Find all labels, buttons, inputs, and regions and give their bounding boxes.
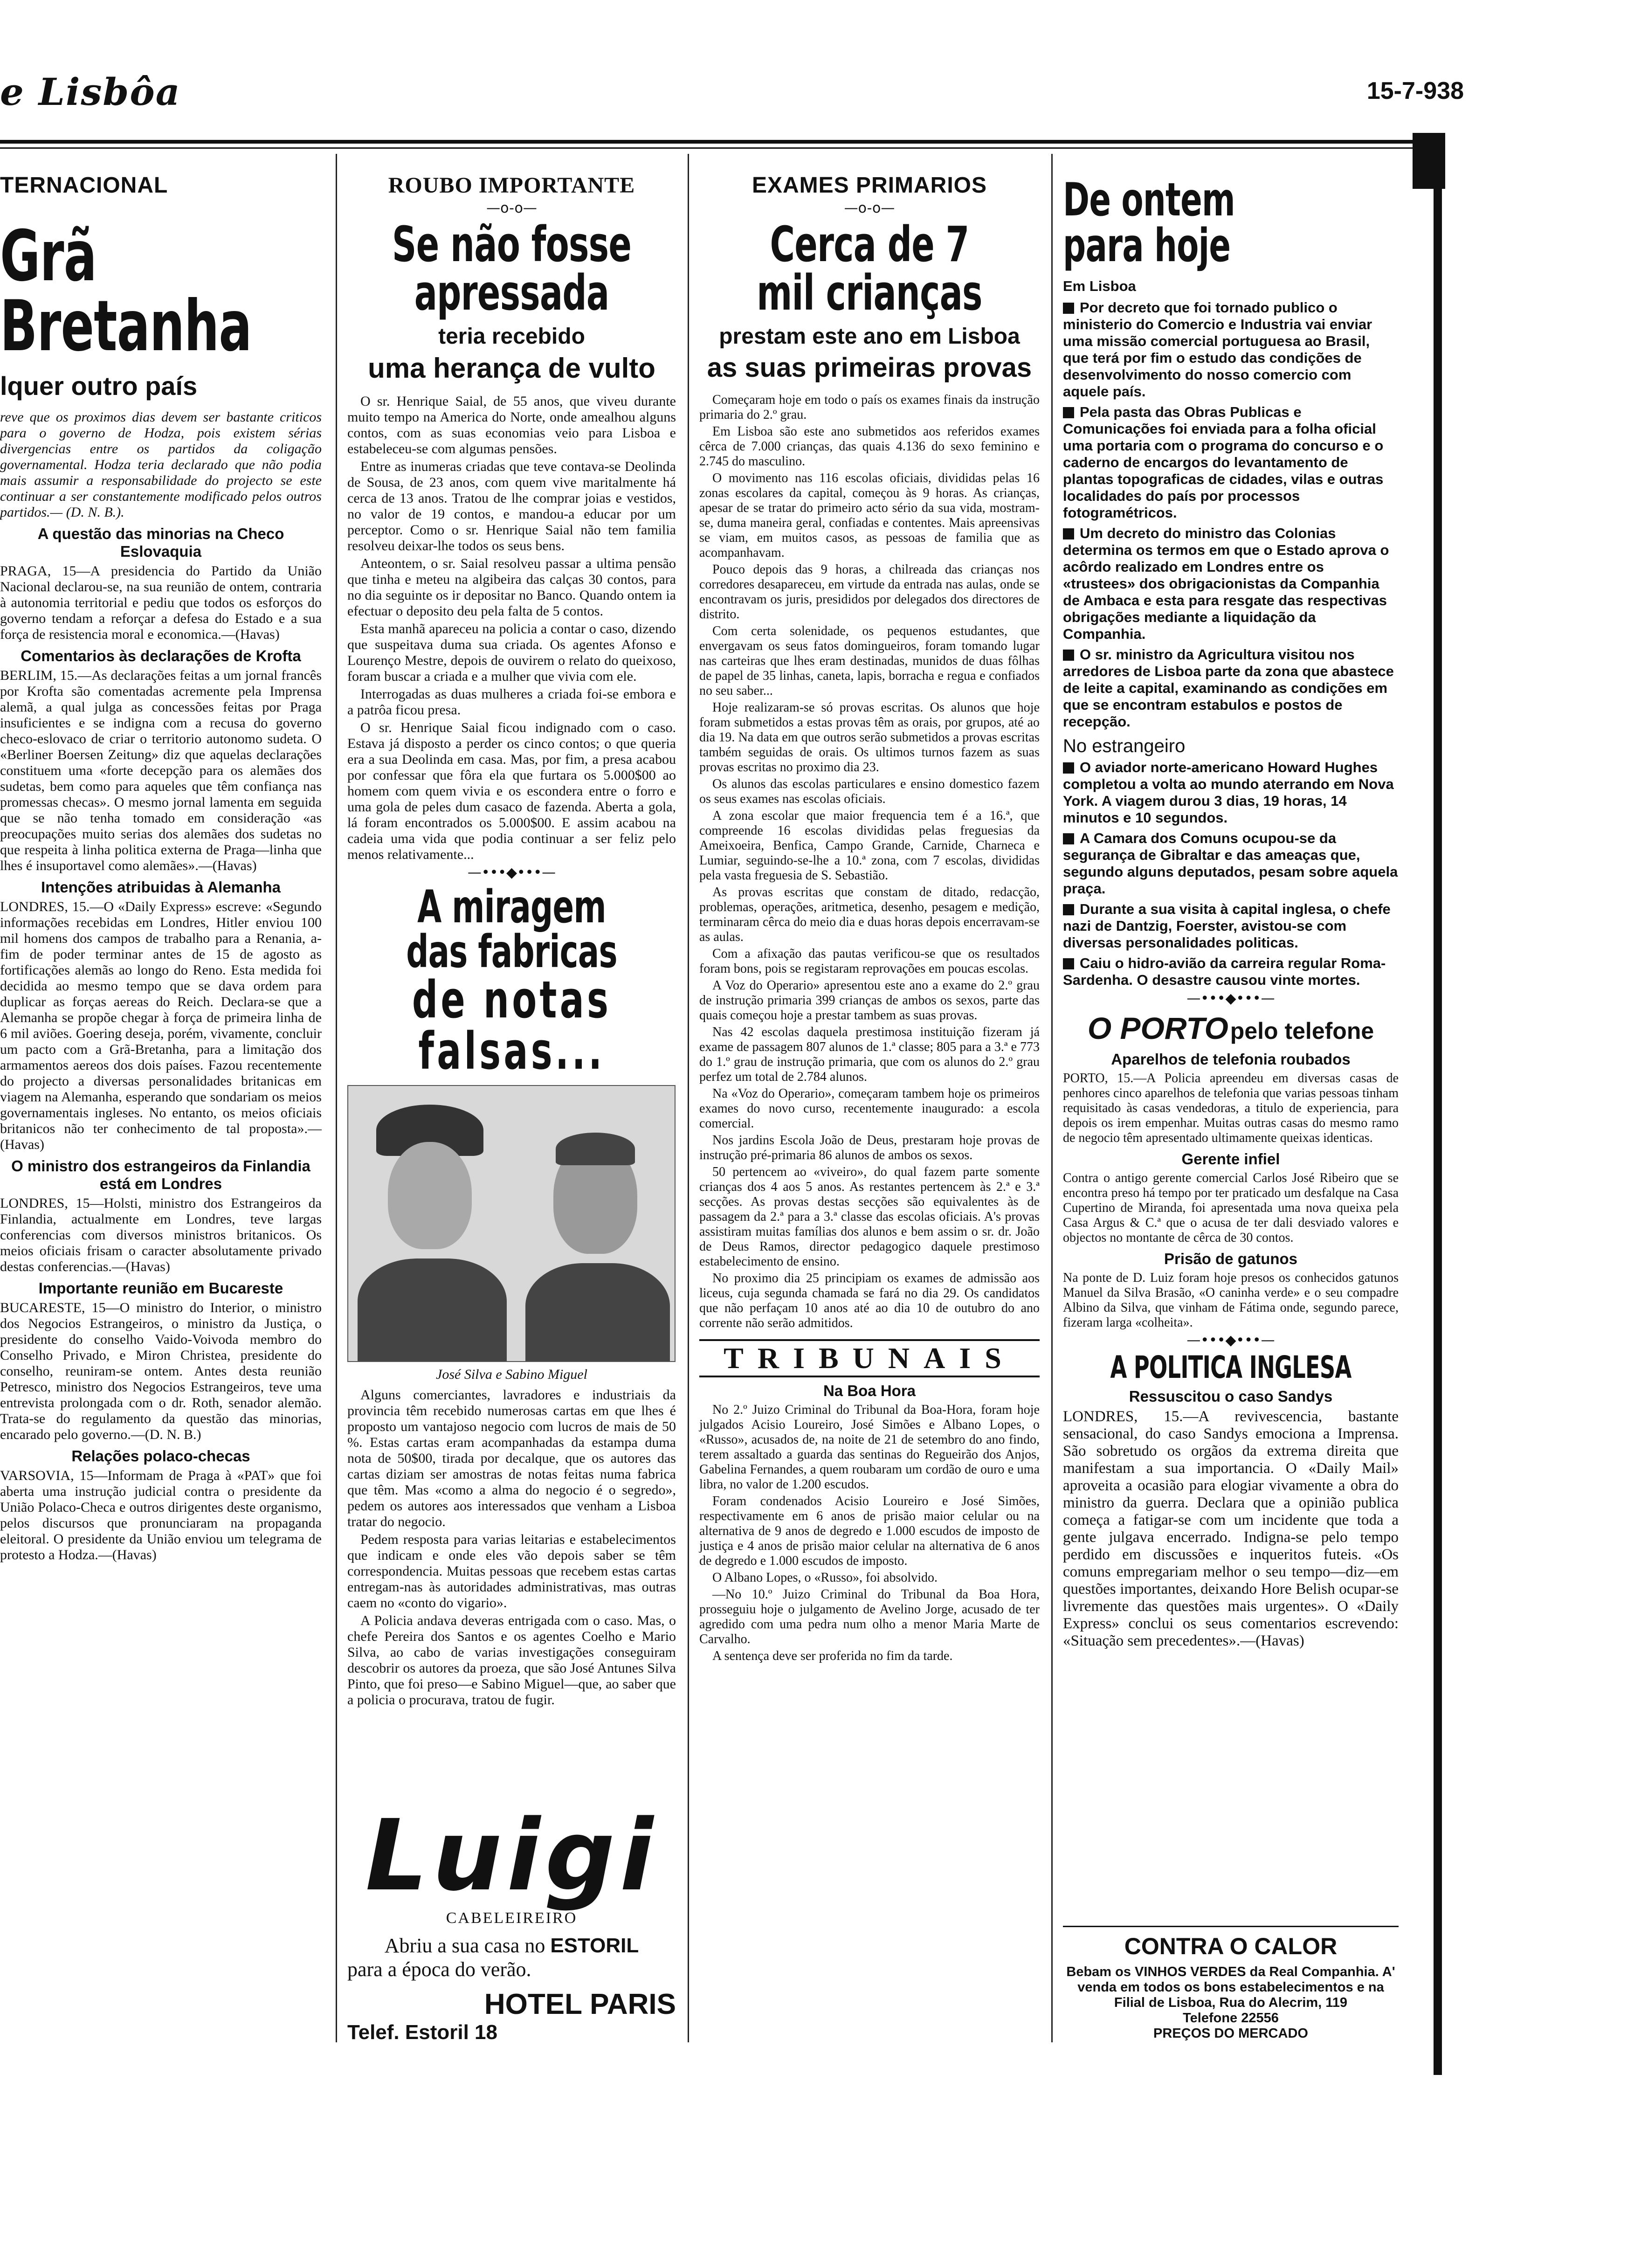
article-paragraph: Nos jardins Escola João de Deus, prestaram hoje provas de instrução pré-primaria 86 alunos de ambos os sexos. [699, 1133, 1040, 1162]
news-text: Por decreto que foi tornado publico o ministerio do Comercio e Industria vai enviar uma missão comercial portuguesa ao Brasil, que terá por fim o estudo das condições de desenvolvimento do nosso comercio com aquele país. [1063, 299, 1372, 400]
article-paragraph: Em Lisboa são este ano submetidos aos referidos exames cêrca de 7.000 crianças, das quais 4.136 do sexo feminino e 2.745 do masculino. [699, 424, 1040, 469]
ad-luigi [347, 1798, 676, 2044]
subheading: Gerente infiel [1181, 1150, 1280, 1168]
ad-phone: Telef. Estoril 18 [347, 2021, 497, 2044]
subheading: Relações polaco-checas [71, 1447, 250, 1465]
subheading: Na Boa Hora [823, 1382, 916, 1399]
article-paragraph: Interrogadas as duas mulheres a criada foi-se embora e a patrôa ficou presa. [347, 686, 676, 718]
news-item [1063, 955, 1399, 989]
ad-vinhos [1063, 1926, 1399, 2041]
article-paragraph: VARSOVIA, 15—Informam de Praga à «PAT» que foi aberta uma instrução judicial contra o presidente da União Polaco-Checa e outros dirigentes deste organismo, pelos discursos que pronunciaram na propaganda eleitoral. O presidente da União enviou um telegrama de protesto a Hodza.—(Havas) [0, 1468, 322, 1563]
subheadline: teria recebido [438, 324, 585, 349]
article-paragraph: 50 pertencem ao «viveiro», do qual fazem parte somente crianças dos 4 aos 5 anos. As restantes pertencem às 2.ª e 3.ª secções. As provas destas secções são equivalentes às de passagem da 2.ª para a 3.ª classe das escolas oficiais. A's provas assistiram muitas famílias dos alunos e bem assim o sr. dr. João de Deus Ramos, director pedagogico daquele prestimoso estabelecimento de ensino. [699, 1165, 1040, 1269]
ad-brand: Luigi [365, 1798, 658, 1913]
section-label: No estrangeiro [1063, 736, 1186, 756]
article-body [347, 1387, 676, 1708]
subheadline: uma herança de vulto [368, 353, 655, 384]
subheadline: Ressuscitou o caso Sandys [1129, 1388, 1333, 1405]
ad-phone: Telefone 22556 [1183, 2011, 1279, 2026]
news-item [1063, 299, 1399, 400]
porto-title: O PORTO [1087, 1011, 1228, 1045]
news-text: Durante a sua visita à capital inglesa, o chefe nazi de Dantzig, Foerster, avistou-se com diversas personalidades politicas. [1063, 901, 1391, 951]
section-title: EXAMES PRIMARIOS [752, 173, 987, 198]
news-item [1063, 525, 1399, 643]
article-paragraph: Na ponte de D. Luiz foram hoje presos os conhecidos gatunos Manuel da Silva Brasão, «O caninha verde» e o seu compadre Albino da Silva, que vinham de Fátima onde, segundo parece, fizeram larga «colheita». [1063, 1271, 1399, 1330]
article-paragraph: Alguns comerciantes, lavradores e industriais da provincia têm recebido numerosas cartas em que lhes é proposto um vantajoso negocio com lucros de mais de 50 %. Estas cartas eram acompanhadas da estampa duma nota de 50$00, tirada por decalque, que os autores das cartas diziam ser amostras de notas feitas numa fabrica que têm. Mas «como a alma do negocio é o segredo», pedem os autores aos interessados que venham a Lisboa tratar do negocio. [347, 1387, 676, 1529]
coat-shape [358, 1258, 507, 1362]
ad-line: para a época do verão. [347, 1958, 531, 1981]
article-paragraph: O movimento nas 116 escolas oficiais, divididas pelas 16 zonas escolares da capital, começou às 9 horas. As crianças, apesar de se tratar do primeiro acto sério da sua vida, mostram-se, duma maneira geral, confiadas e contentes. Mais apreensivas se viam, em muitos casos, as pessoas de familia que as acompanhavam. [699, 471, 1040, 560]
ad-body: Bebam os VINHOS VERDES da Real Companhia. A' venda em todos os bons estabelecimentos e na Filial de Lisboa, Rua do Alecrim, 119 [1066, 1964, 1395, 2010]
ad-place: ESTORIL [550, 1934, 639, 1957]
article-paragraph: Com certa solenidade, os pequenos estudantes, que envergavam os seus fatos domingueiros, foram tomando lugar nas carteiras que lhes eram destinadas, munidos de duas fôlhas de papel de 35 linhas, caneta, lapis, borracha e regua e confiados no seu saber... [699, 624, 1040, 698]
column-divider-3 [1051, 154, 1053, 2042]
article-paragraph: Começaram hoje em todo o país os exames finais da instrução primaria do 2.º grau. [699, 393, 1040, 422]
bullet-icon [1063, 958, 1074, 969]
news-text: Pela pasta das Obras Publicas e Comunicações foi enviada para a folha oficial uma portaria com o programa do concurso e o caderno de encargos do levantamento de plantas topograficas de cidades, vilas e outras localidades do país por processos fotogramétricos. [1063, 404, 1384, 521]
bullet-icon [1063, 833, 1074, 844]
column-international [0, 168, 322, 1563]
article-body [347, 394, 676, 863]
section-label: Em Lisboa [1063, 278, 1136, 294]
hair-shape [556, 1133, 635, 1165]
news-text: Um decreto do ministro das Colonias determina os termos em que o Estado aprova o acôrdo realizado em Londres entre os «trustees» dos obrigacionistas da Companhia de Ambaca e esta para resgate das respectivas obrigações mediante a liquidação da Companhia. [1063, 525, 1389, 642]
article-paragraph: No 2.º Juizo Criminal do Tribunal da Boa-Hora, foram hoje julgados Acisio Loureiro, José Simões e Albano Lopes, o «Russo», acusados de, na noite de 21 de setembro do ano findo, terem assaltado a guarda das sentinas do Regueirão dos Anjos, Gabelina Fernandes, a quem roubaram um cordão de ouro e uma libra, no valor de 1.200 escudos. [699, 1403, 1040, 1492]
news-text: O sr. ministro da Agricultura visitou nos arredores de Lisboa parte da zona que abastece de leite a capital, examinando as condições em que se encontram estabulos e postos de recepção. [1063, 646, 1394, 730]
article-paragraph: LONDRES, 15—Holsti, ministro dos Estrangeiros da Finlandia, actualmente em Londres, teve largas conferencias com diversos ministros britanicos. Os meios oficiais frisam o caracter absolutamente privado destas conferencias.—(Havas) [0, 1196, 322, 1274]
article-paragraph: No proximo dia 25 principiam os exames de admissão aos liceus, cuja segunda chamada se fará no dia 29. Os candidatos que não perfaçam 10 anos até ao dia 10 de outubro do ano corrente não serão admitidos. [699, 1271, 1040, 1330]
article-paragraph: Esta manhã apareceu na policia a contar o caso, dizendo que suspeitava duma sua criada. Os agentes Afonso e Lourenço Mestre, depois de ouvirem o relato do queixoso, foram buscar a criada e a mulher que vivia com ele. [347, 621, 676, 684]
photo-suspects [347, 1085, 676, 1362]
subheading: O ministro dos estrangeiros da Finlandia está em Londres [11, 1157, 310, 1192]
coat-shape [525, 1263, 670, 1362]
ad-line-text: Abriu a sua casa no [384, 1934, 545, 1957]
column-divider-2 [688, 154, 689, 2042]
section-title: TERNACIONAL [0, 173, 168, 198]
side-bar [1434, 187, 1442, 2075]
news-text: A Camara dos Comuns ocupou-se da segurança de Gibraltar e das ameaças que, segundo alguns deputados, pesam sobre aquela praça. [1063, 830, 1398, 897]
article-paragraph: As provas escritas que constam de ditado, redacção, problemas, operações, aritmetica, desenho, pesagem e medição, terminaram cêrca do meio dia e duas horas depois encerravam-se as aulas. [699, 885, 1040, 944]
bullet-icon [1063, 762, 1074, 774]
article-body [699, 1403, 1040, 1664]
article-paragraph: BUCARESTE, 15—O ministro do Interior, o ministro dos Negocios Estrangeiros, o ministro da Justiça, o presidente do conselho Vaido-Voivoda membro do Conselho Privado, e Miron Christea, presidente do conselho, reuniram-se ontem. Antes desta reunião Petresco, ministro dos Negocios Estrangeiros, teve uma entrevista prolongada com o dr. Roth, senador alemão. Trata-se do regulamento da questão das minorias, encarado pelo governo.—(D. N. B.) [0, 1300, 322, 1442]
article-paragraph: A Policia andava deveras entrigada com o caso. Mas, o chefe Pereira dos Santos e os agentes Coelho e Mario Silva, ao cabo de varias investigações conseguiram descobrir os autores da proeza, que são José Antunes Silva Pinto, que foi preso—e Sabino Miguel—que, ao saber que a policia o procurava, tratou de fugir. [347, 1613, 676, 1708]
ad-line [347, 1934, 676, 1957]
article-paragraph: Pouco depois das 9 horas, a chilreada das crianças nos corredores desapareceu, em virtude da entrada nas aulas, onde se encontravam os juris, presididos por delegados dos directores de distrito. [699, 562, 1040, 622]
face-shape [388, 1142, 472, 1249]
ornament: —o-o— [486, 200, 537, 216]
article-paragraph: Pedem resposta para varias leitarias e estabelecimentos que indicam e onde eles vão depois saber se têm correspondencia. Muitas pessoas que recebem estas cartas entregam-nas às autoridades administrativas, mas outras caem no «conto do vigario». [347, 1532, 676, 1611]
article-paragraph: Entre as inumeras criadas que teve contava-se Deolinda de Sousa, de 23 anos, com quem vive maritalmente há cerca de 13 anos. Tratou de lhe comprar joias e vestidos, no valor de 19 contos, e mandou-a educar por um perceptor. Como o sr. Henrique Saial não tem familia resolveu deixar-lhe todos os seus bens. [347, 459, 676, 553]
photo-caption: José Silva e Sabino Miguel [436, 1367, 587, 1382]
article-paragraph: Contra o antigo gerente comercial Carlos José Ribeiro que se encontra preso há tempo por ter praticado um desfalque na Casa Cupertino de Miranda, foi apresentada uma nova queixa pela Casa Argus & C.ª que o acusa de ter dali desviado valores e objectos no montante de cêrca de 30 contos. [1063, 1171, 1399, 1245]
section-title: ROUBO IMPORTANTE [388, 173, 635, 198]
side-bar-top [1413, 133, 1445, 189]
headline: Grã Bretanha [0, 216, 252, 367]
news-item [1063, 759, 1399, 826]
article-paragraph: BERLIM, 15.—As declarações feitas a um jornal francês por Krofta são comentadas acremente pela Imprensa alemã, a qual julga as concessões feitas por Praga insuficientes e se indigna com a recusa do governo checo-eslovaco de criar o territorio autonomo sudeta. O «Berliner Boersen Zeitung» diz que aquelas declarações constituem uma «forte decepção para os alemães dos sudetas, bem como para aqueles que têm confiança nas promessas checas». O mesmo jornal lamenta em seguida que se não tenha tomado em consideração «as preocupações muito serias dos alemães dos sudetas no que respeita à linha politica externa de Praga—linha que lhes é insuportavel como alemães».—(Havas) [0, 668, 322, 873]
subheadline: prestam este ano em Lisboa [719, 324, 1020, 349]
headline: Cerca de 7 mil crianças [757, 216, 982, 321]
article-paragraph: LONDRES, 15.—O «Daily Express» escreve: «Segundo informações recebidas em Londres, Hitler enviou 100 mil homens dos campos de trabalho para a Renania, a-fim de poder terminar antes de 15 de agosto as fortificações alemãs ao longo do Reno. Esta medida foi decidida ao mesmo tempo que se dava ordem para duplicar as forças aereas do Reich. Declara-se que a Alemanha se propõe chegar à força de primeira linha de 6 mil aviões. Goering deseja, porém, vivamente, concluir um pacto com a Grã-Bretanha, para a limitação dos armamentos aereos dos dois países. Fazou recentemente do projecto a diversas personalidades britanicas em viagem na Alemanha, esperando que sondariam os meios governamentais ingleses. No entanto, os meios oficiais britanicos não ter conhecimento de tal proposta».—(Havas) [0, 899, 322, 1152]
news-item [1063, 830, 1399, 897]
article-paragraph: Anteontem, o sr. Saial resolveu passar a ultima pensão que tinha e meteu na algibeira das calças 30 contos, para no dia seguinte os ir depositar no Banco. Quando ontem ia efectuar o deposito deu pela falta de 5 contos. [347, 556, 676, 619]
column-roubo [347, 168, 676, 2044]
news-text: Caiu o hidro-avião da carreira regular Roma-Sardenha. O desastre causou vinte mortes. [1063, 955, 1386, 988]
ad-heading: CONTRA O CALOR [1124, 1933, 1338, 1959]
article-paragraph: O sr. Henrique Saial, de 55 anos, que viveu durante muito tempo na America do Norte, onde amealhou alguns contos, com as suas economias veio para Lisboa e estabeleceu-se com algumas pensões. [347, 394, 676, 456]
bullet-icon [1063, 904, 1074, 915]
article-paragraph: LONDRES, 15.—A revivescencia, bastante sensacional, do caso Sandys emociona a Imprensa. São sobretudo os orgãos da extrema direita que manifestam a sua importancia. O «Daily Mail» aproveita a ocasião para elogiar vivamente a obra do ministro da guerra. Declara que a opinião publica começa a fatigar-se com um incidente que toda a gente julgava encerrado. Indigna-se pelo tempo perdido em discussões e inqueritos futeis. «Os comuns empregariam melhor o seu tempo—diz—em questões importantes, deixando Hore Belish ocupar-se livremente das questões mais urgentes». O «Daily Express» conclui os seus comentarios escrevendo: «Situação sem precedentes».—(Havas) [1063, 1408, 1399, 1649]
subheading: Importante reunião em Bucareste [38, 1279, 283, 1297]
article-paragraph: Com a afixação das pautas verificou-se que os resultados foram bons, pois se registaram reprovações em poucas escolas. [699, 947, 1040, 976]
subheadline: lquer outro país [0, 371, 198, 401]
article-body [699, 393, 1040, 1331]
headline: De ontem para hoje [1063, 173, 1235, 272]
headline: de notas falsas... [412, 970, 612, 1081]
top-rule-thin [0, 147, 1427, 149]
news-text: O aviador norte-americano Howard Hughes completou a volta ao mundo aterrando em Nova York. A viagem durou 3 dias, 19 horas, 14 minutos e 10 segundos. [1063, 759, 1394, 826]
column-divider-1 [336, 154, 337, 2042]
headline: A miragem das fabricas [406, 881, 617, 978]
subheadline: as suas primeiras provas [707, 353, 1032, 383]
column-exames [699, 168, 1040, 1666]
top-rule [0, 140, 1427, 144]
article-paragraph: PORTO, 15.—A Policia apreendeu em diversas casas de penhores cinco aparelhos de telefonia que varias pessoas tinham requisitado às casas vendedoras, a titulo de experiencia, para depois os irem empenhar. Muitas outras casas do mesmo ramo de negocio têm apresentado ultimamente queixas identicas. [1063, 1071, 1399, 1145]
headline: A POLITICA INGLESA [1110, 1349, 1351, 1385]
article-paragraph: Nas 42 escolas daquela prestimosa instituição fizeram já exame de passagem 807 alunos de 1.ª classe; 805 para a 3.ª e 773 do 1.º grau de instrução primaria, que com os alunos do 2.º grau perfez um total de 2.784 alunos. [699, 1025, 1040, 1084]
subheading: A questão das minorias na Checo Eslovaquia [37, 525, 284, 560]
article-paragraph: Hoje realizaram-se só provas escritas. Os alunos que hoje foram submetidos a estas provas têm as orais, por grupos, até ao dia 19. Na data em que outros serão submetidos a provas escritas também seguidas de orais. Os ultimos turnos fazem as suas provas escritas no proximo dia 23. [699, 700, 1040, 774]
bullet-icon [1063, 303, 1074, 314]
headline: Se não fosse apressada [392, 216, 632, 321]
subheading: Prisão de gatunos [1164, 1250, 1298, 1267]
masthead-title: e Lisbôa [0, 70, 181, 114]
ornament: —o-o— [844, 200, 895, 216]
subheading: Intenções atribuidas à Alemanha [41, 878, 281, 896]
bullet-icon [1063, 650, 1074, 661]
article-paragraph: O Albano Lopes, o «Russo», foi absolvido. [712, 1570, 938, 1585]
news-item [1063, 646, 1399, 730]
ad-kind: CABELEIREIRO [446, 1909, 578, 1927]
porto-subtitle: pelo telefone [1230, 1018, 1374, 1044]
article-paragraph: Os alunos das escolas particulares e ensino domestico fazem os seus exames nas escolas oficiais. [699, 777, 1040, 806]
article-paragraph: PRAGA, 15—A presidencia do Partido da União Nacional declarou-se, na sua reunião de ontem, contraria à autonomia territorial e pediu que todos os esforços do governo tendam a reforçar a defesa do Estado e a sua força de resistencia moral e economica.—(Havas) [0, 563, 322, 642]
article-paragraph: Foram condenados Acisio Loureiro e José Simões, respectivamente em 6 anos de prisão maior celular ou na alternativa de 9 anos de degredo e 1.000 escudos de imposto de justiça e 4 anos de prisão maior celular na alternativa de 6 anos de degredo e 1.000 escudos de imposto. [699, 1494, 1040, 1568]
article-paragraph: A Voz do Operario» apresentou este ano a exame do 2.º grau de instrução primaria 399 crianças de ambos os sexos, parte das quais começou hoje a prestar tambem as suas provas. [699, 978, 1040, 1023]
ad-hotel: HOTEL PARIS [484, 1988, 676, 2020]
column-noticias [1063, 168, 1399, 2041]
section-tribunais: TRIBUNAIS [699, 1339, 1040, 1377]
article-paragraph: A zona escolar que maior frequencia tem é a 16.ª, que compreende 16 escolas divididas pelas freguesias da Ameixoeira, Benfica, Campo Grande, Carnide, Charneca e Lumiar, seguindo-se-lhe a 10.ª zona, com 7 escolas, divididas pela vasta freguesia de S. Sebastião. [699, 809, 1040, 883]
ornament: —•••◆•••— [1186, 990, 1275, 1007]
article-paragraph: —No 10.º Juizo Criminal do Tribunal da Boa Hora, prosseguiu hoje o julgamento de Avelino Jorge, acusado de ter agredido com uma pedra num olho a menor Maria Marte de Carvalho. [699, 1587, 1040, 1646]
subheading: Aparelhos de telefonia roubados [1111, 1051, 1351, 1068]
bullet-icon [1063, 528, 1074, 539]
article-paragraph: A sentença deve ser proferida no fim da tarde. [712, 1649, 953, 1663]
porto-headline [1063, 1010, 1399, 1046]
bullet-icon [1063, 407, 1074, 418]
ornament: —•••◆•••— [467, 864, 556, 881]
ornament: —•••◆•••— [1186, 1332, 1275, 1348]
ad-footer: PREÇOS DO MERCADO [1153, 2026, 1308, 2041]
article-paragraph: O sr. Henrique Saial ficou indignado com o caso. Estava já disposto a perder os cinco contos; o que queria era a sua Deolinda em casa. Mas, por fim, a presa acabou por confessar que fôra ela que furtara os 5.000$00 ao homem com quem vivia e os escondera entre o forro e uma gola de peles dum casaco de fazenda. Aberta a gola, lá foram encontrados os 5.000$00. E assim acabou na cadeia uma vida que podia continuar a ser feliz pelo menos relativamente... [347, 720, 676, 862]
article-paragraph: Na «Voz do Operario», começaram tambem hoje os primeiros exames do novo curso, recentemente inaugurado: a escola comercial. [699, 1086, 1040, 1131]
issue-date: 15-7-938 [1366, 77, 1464, 104]
news-item [1063, 404, 1399, 521]
news-item [1063, 901, 1399, 951]
intro-paragraph: reve que os proximos dias devem ser bastante criticos para o governo de Hodza, pois existem sérias divergencias entre os partidos da coligação governamental. Hodza teria declarado que não podia mais assumir a responsabilidade do projecto se este continuar a ser constantemente modificado pelos outros partidos.— (D. N. B.). [0, 409, 322, 520]
subheading: Comentarios às declarações de Krofta [21, 647, 301, 664]
